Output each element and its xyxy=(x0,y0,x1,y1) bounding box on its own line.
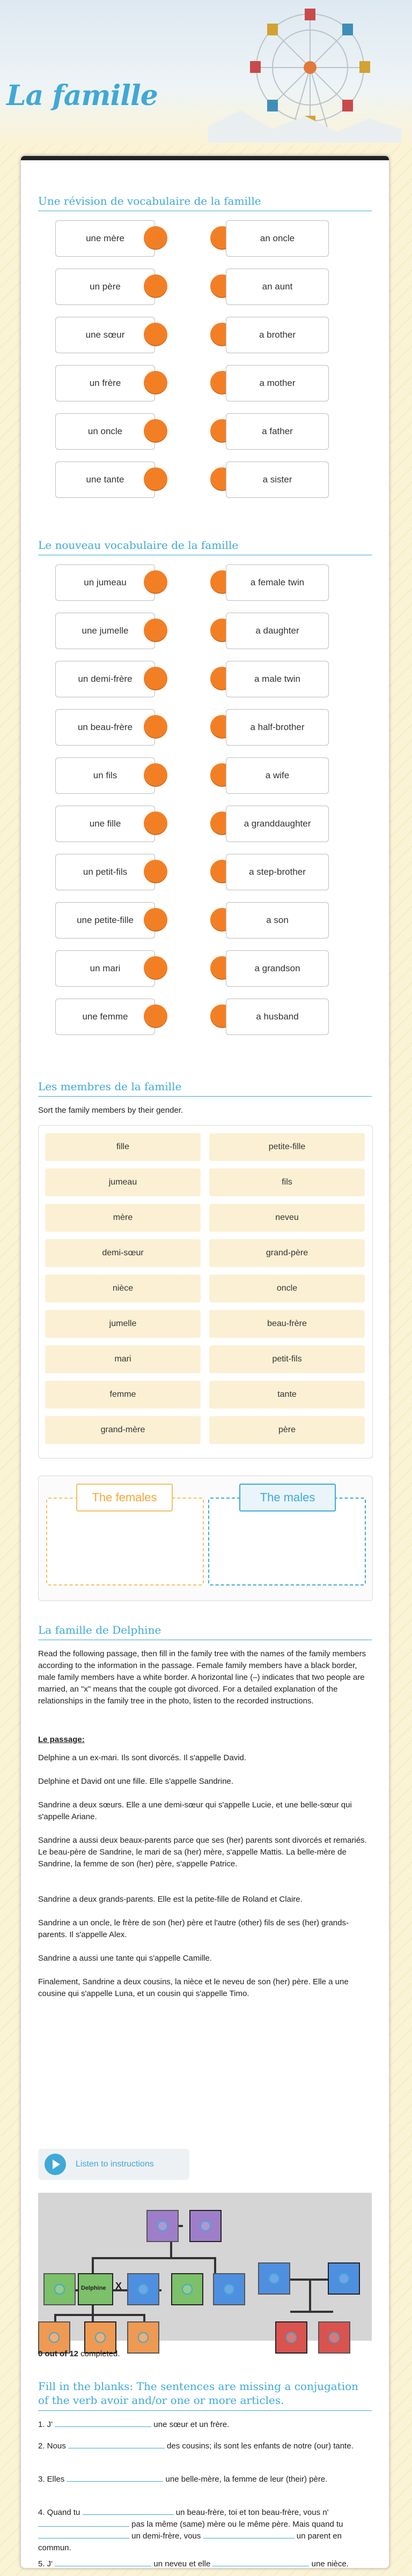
tree-box-david[interactable] xyxy=(127,2273,159,2305)
passage-paragraph: Delphine et David ont une fille. Elle s'appelle Sandrine. xyxy=(38,1777,233,1786)
completion-status xyxy=(38,2348,120,2360)
new-left-term-3[interactable]: un beau-frère xyxy=(55,709,155,746)
new-left-term-2[interactable]: un demi-frère xyxy=(55,661,155,697)
new-left-term-1[interactable]: une jumelle xyxy=(55,613,155,649)
score-suffix: completed. xyxy=(78,2349,120,2358)
tree-line xyxy=(290,2311,333,2313)
sortable-chip[interactable]: oncle xyxy=(209,1275,365,1302)
tree-box-camille[interactable] xyxy=(328,2262,360,2295)
review-right-term-0[interactable]: an oncle xyxy=(226,220,329,257)
new-right-term-5[interactable]: a granddaughter xyxy=(226,806,329,842)
sentence-text: un parent en commun. xyxy=(38,2532,342,2552)
divorce-mark: X xyxy=(115,2281,122,2291)
passage-paragraph: Sandrine a aussi une tante qui s'appelle Camille. xyxy=(38,1954,212,1963)
page-title: La famille xyxy=(6,79,158,112)
new-right-term-1[interactable]: a daughter xyxy=(226,613,329,649)
new-left-term-7[interactable]: une petite-fille xyxy=(55,902,155,939)
review-right-term-5[interactable]: a sister xyxy=(226,461,329,498)
sortable-chip[interactable]: fille xyxy=(45,1133,201,1161)
blank-input-1[interactable] xyxy=(55,2419,151,2427)
blank-input-4d[interactable] xyxy=(203,2530,295,2538)
tree-box-patrice[interactable] xyxy=(171,2273,203,2305)
new-right-term-7[interactable]: a son xyxy=(226,902,329,939)
sentence-text: 4. Quand tu xyxy=(38,2508,80,2517)
new-connector-dot-left-8[interactable] xyxy=(144,956,167,980)
females-label: The females xyxy=(76,1484,173,1512)
review-left-term-3[interactable]: un frère xyxy=(55,365,155,401)
tree-box-luna[interactable] xyxy=(275,2321,307,2354)
sentence-text: un neveu et elle xyxy=(153,2559,211,2568)
new-right-term-9[interactable]: a husband xyxy=(226,999,329,1035)
tree-box-alex[interactable] xyxy=(213,2273,245,2305)
sortable-chip[interactable]: grand-père xyxy=(209,1239,365,1267)
review-connector-dot-left-4[interactable] xyxy=(144,419,167,443)
tree-box-grandparent-2[interactable] xyxy=(189,2210,222,2242)
new-left-term-8[interactable]: un mari xyxy=(55,950,155,987)
passage-paragraph: Delphine a un ex-mari. Ils sont divorcés. Il s'appelle David. xyxy=(38,1753,247,1762)
new-left-term-0[interactable]: un jumeau xyxy=(55,564,155,601)
blank-input-3[interactable] xyxy=(67,2474,163,2482)
new-connector-dot-left-1[interactable] xyxy=(144,619,167,642)
score-count: 0 out of 12 xyxy=(38,2349,79,2358)
delphine-label: Delphine xyxy=(81,2285,106,2291)
review-connector-dot-left-1[interactable] xyxy=(144,274,167,298)
sortable-chip[interactable]: mari xyxy=(45,1345,201,1373)
sentence-text: 3. Elles xyxy=(38,2475,65,2484)
section-title-family-members: Les membres de la famille xyxy=(38,1080,182,1093)
sortable-chip[interactable]: petit-fils xyxy=(209,1345,365,1373)
sortable-chip[interactable]: mère xyxy=(45,1204,201,1232)
new-left-term-9[interactable]: une femme xyxy=(55,999,155,1035)
sentence-text: 1. J' xyxy=(38,2420,53,2429)
sentence-text: une nièce. xyxy=(311,2559,349,2568)
new-connector-dot-left-7[interactable] xyxy=(144,908,167,932)
family-tree xyxy=(38,2193,372,2341)
new-left-term-4[interactable]: un fils xyxy=(55,757,155,794)
sentence-text: des cousins; ils sont les enfants de notre (our) tante. xyxy=(167,2441,354,2451)
males-label: The males xyxy=(239,1484,336,1512)
tree-box-delphine xyxy=(78,2273,113,2305)
new-right-term-3[interactable]: a half-brother xyxy=(226,709,329,746)
blank-input-4c[interactable] xyxy=(38,2530,129,2538)
new-right-term-4[interactable]: a wife xyxy=(226,757,329,794)
listen-instructions-button[interactable] xyxy=(38,2149,189,2180)
review-connector-dot-left-0[interactable] xyxy=(144,226,167,250)
new-right-term-8[interactable]: a grandson xyxy=(226,950,329,987)
new-right-term-0[interactable]: a female twin xyxy=(226,564,329,601)
listen-label: Listen to instructions xyxy=(76,2160,154,2169)
section-title-delphine: La famille de Delphine xyxy=(38,1624,161,1636)
review-left-term-4[interactable]: un oncle xyxy=(55,413,155,450)
blank-input-4b[interactable] xyxy=(38,2519,129,2527)
sentence-5 xyxy=(38,2558,372,2568)
passage-paragraph: Sandrine a deux grands-parents. Elle est la petite-fille de Roland et Claire. xyxy=(38,1895,303,1904)
sortable-chip-bank xyxy=(38,1125,373,1458)
review-connector-dot-left-2[interactable] xyxy=(144,323,167,346)
gender-sort-dropzones xyxy=(38,1476,373,1601)
sortable-chip[interactable]: grand-mère xyxy=(45,1416,201,1444)
blank-input-5a[interactable] xyxy=(55,2558,151,2566)
review-right-term-3[interactable]: a mother xyxy=(226,365,329,401)
sortable-chip[interactable]: femme xyxy=(45,1381,201,1409)
tree-box-uncle[interactable] xyxy=(258,2262,290,2295)
sentence-text: 2. Nous xyxy=(38,2441,66,2451)
blank-input-5b[interactable] xyxy=(212,2558,309,2566)
tree-line xyxy=(214,2257,216,2273)
review-left-term-5[interactable]: une tante xyxy=(55,461,155,498)
sentence-3 xyxy=(38,2474,372,2485)
new-connector-dot-left-5[interactable] xyxy=(144,811,167,835)
new-connector-dot-left-4[interactable] xyxy=(144,763,167,787)
sentence-2 xyxy=(38,2440,372,2452)
new-connector-dot-left-3[interactable] xyxy=(144,715,167,739)
review-right-term-4[interactable]: a father xyxy=(226,413,329,450)
section-title-vocab-review: Une révision de vocabulaire de la famille xyxy=(38,195,261,207)
blank-input-2[interactable] xyxy=(68,2440,165,2448)
sortable-chip[interactable]: neveu xyxy=(209,1204,365,1232)
sortable-chip[interactable]: tante xyxy=(209,1381,365,1409)
sortable-chip[interactable]: nièce xyxy=(45,1275,201,1302)
activity-panel xyxy=(20,155,389,2568)
section-divider xyxy=(38,2410,372,2411)
passage-paragraph: Sandrine a un oncle, le frère de son (her) père et l'autre (other) fils de ses (her) grands-parents. Il s'appelle Alex. xyxy=(38,1918,349,1939)
ferris-wheel-illustration xyxy=(208,3,401,143)
sentence-1 xyxy=(38,2419,372,2431)
tree-box-timo[interactable] xyxy=(318,2321,350,2354)
sortable-chip[interactable]: jumeau xyxy=(45,1168,201,1196)
new-right-term-2[interactable]: a male twin xyxy=(226,661,329,697)
sortable-chip[interactable]: jumelle xyxy=(45,1310,201,1338)
tree-box-grandparent-1[interactable] xyxy=(146,2210,179,2242)
review-connector-dot-left-3[interactable] xyxy=(144,371,167,394)
tree-line xyxy=(309,2279,311,2311)
sortable-chip[interactable]: demi-sœur xyxy=(45,1239,201,1267)
review-left-term-0[interactable]: une mère xyxy=(55,220,155,257)
sort-instruction: Sort the family members by their gender. xyxy=(38,1106,183,1115)
tree-box-ariane[interactable] xyxy=(127,2321,159,2354)
blank-input-4a[interactable] xyxy=(83,2507,174,2515)
section-title-new-vocab: Le nouveau vocabulaire de la famille xyxy=(38,539,239,552)
tree-line xyxy=(92,2257,215,2259)
review-right-term-2[interactable]: a brother xyxy=(226,317,329,353)
intro-paragraph: Read the following passage, then fill in the family tree with the names of the family members according to the information in the passage. Female family members have a black border, male family members have a white border. A horizontal line (–) indicates that two people are married, an "x" means that the couple got divorced. For a detailed explanation of the relationships in the family tree in the photo, listen to the recorded instructions. xyxy=(38,1649,366,1706)
new-left-term-6[interactable]: un petit-fils xyxy=(55,854,155,890)
review-left-term-2[interactable]: une sœur xyxy=(55,317,155,353)
sentence-text: 5. J' xyxy=(38,2559,53,2568)
sortable-chip[interactable]: fils xyxy=(209,1168,365,1196)
passage-label: Le passage: xyxy=(38,1735,85,1744)
tree-box-mattis[interactable] xyxy=(43,2273,76,2305)
passage-paragraph: Sandrine a aussi deux beaux-parents parce que ses (her) parents sont divorcés et remariés. Le beau-père de Sandrine, le mari de sa (her) mère, s'appelle Mattis. La belle-mère de Sandrine, la femme de son (her) père, s'appelle Patrice. xyxy=(38,1836,367,1868)
review-right-term-1[interactable]: an aunt xyxy=(226,269,329,305)
new-left-term-5[interactable]: une fille xyxy=(55,806,155,842)
new-connector-dot-left-6[interactable] xyxy=(144,860,167,883)
section-divider xyxy=(38,1096,372,1097)
sentence-text: une belle-mère, la femme de leur (their) père. xyxy=(165,2475,328,2484)
sortable-chip[interactable]: père xyxy=(209,1416,365,1444)
passage-paragraph: Sandrine a deux sœurs. Elle a une demi-sœur qui s'appelle Lucie, et une belle-sœur qui s'appelle Ariane. xyxy=(38,1800,352,1821)
tree-line xyxy=(54,2314,145,2316)
section-title-fill-blanks: Fill in the blanks: The sentences are missing a conjugation of the verb avoir and/or one or more articles. xyxy=(38,2380,359,2407)
tree-line xyxy=(92,2257,94,2273)
review-connector-dot-left-5[interactable] xyxy=(144,467,167,491)
sentence-text: un beau-frère, toi et ton beau-frère, vous n' xyxy=(175,2508,329,2517)
sentence-4 xyxy=(38,2507,372,2554)
sentence-text: pas la même (same) mère ou le même père. Mais quand tu xyxy=(131,2520,343,2529)
new-connector-dot-left-9[interactable] xyxy=(144,1004,167,1028)
play-icon xyxy=(45,2154,66,2175)
sortable-chip[interactable]: petite-fille xyxy=(209,1133,365,1161)
new-right-term-6[interactable]: a step-brother xyxy=(226,854,329,890)
review-left-term-1[interactable]: un père xyxy=(55,269,155,305)
sortable-chip[interactable]: beau-frère xyxy=(209,1310,365,1338)
passage-paragraph: Finalement, Sandrine a deux cousins, la nièce et le neveu de son (her) père. Elle a une cousine qui s'appelle Luna, et un cousin qui s'appelle Timo. xyxy=(38,1977,349,1998)
sentence-text: une sœur et un frère. xyxy=(153,2420,230,2429)
new-connector-dot-left-2[interactable] xyxy=(144,667,167,690)
sentence-text: un demi-frère, vous xyxy=(131,2532,201,2541)
new-connector-dot-left-0[interactable] xyxy=(144,570,167,594)
